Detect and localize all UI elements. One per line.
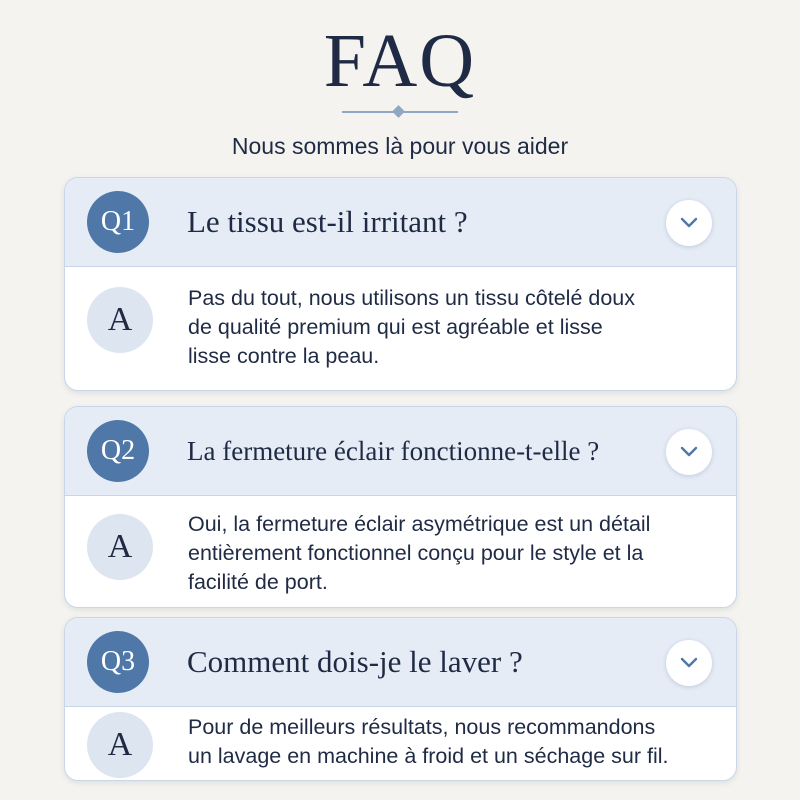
faq-item-3 [64,617,737,781]
faq-answer-3 [65,707,736,779]
answer-text-2 [188,510,713,597]
faq-answer-2 [65,496,736,606]
question-text-3: Comment dois-je le laver ? [187,644,523,679]
answer-line: Pas du tout, nous utilisons un tissu côtelé doux [188,286,635,310]
faq-question-row-2[interactable] [65,407,736,496]
expand-toggle-1[interactable] [666,200,712,246]
expand-toggle-3[interactable] [666,640,712,686]
answer-line: facilité de port. [188,570,328,594]
answer-line: Oui, la fermeture éclair asymétrique est un détail [188,512,651,536]
faq-question-row-1[interactable] [65,178,736,267]
divider-diamond-icon [392,105,405,118]
answer-line: Pour de meilleurs résultats, nous recommandons [188,715,656,739]
question-text-1: Le tissu est-il irritant ? [187,204,468,239]
question-text-2: La fermeture éclair fonctionne-t-elle ? [187,436,600,466]
answer-line: de qualité premium qui est agréable et lisse [188,315,603,339]
chevron-down-icon [680,657,698,669]
answer-text-3 [188,713,713,771]
page-subtitle: Nous sommes là pour vous aider [231,133,569,159]
faq-answer-1 [65,267,736,389]
question-badge-2: Q2 [87,420,149,482]
answer-text-1 [188,284,713,371]
question-badge-1: Q1 [87,191,149,253]
faq-item-2 [64,406,737,608]
page-title: FAQ [323,19,477,103]
answer-badge-3: A [87,712,153,778]
answer-line: un lavage en machine à froid et un séchage sur fil. [188,744,669,768]
answer-badge-1: A [87,287,153,353]
expand-toggle-2[interactable] [666,429,712,475]
answer-line: lisse contre la peau. [188,344,380,368]
question-badge-3: Q3 [87,631,149,693]
chevron-down-icon [680,446,698,458]
answer-badge-2: A [87,514,153,580]
faq-item-1 [64,177,737,391]
chevron-down-icon [680,217,698,229]
faq-question-row-3[interactable] [65,618,736,707]
answer-line: entièrement fonctionnel conçu pour le style et la [188,541,644,565]
